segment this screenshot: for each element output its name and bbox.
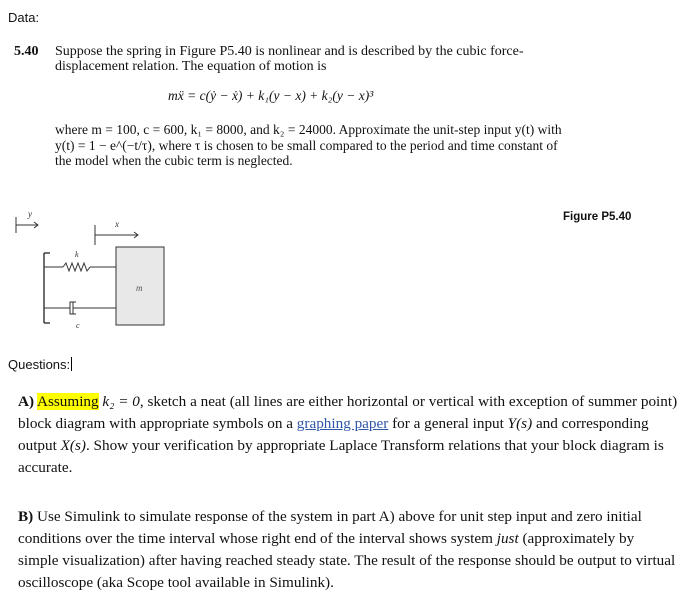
y-displacement-indicator (16, 217, 38, 233)
question-b-text2: (approximately by simple visualization) after having reached steady state. The result of the response should be output to virtual oscilloscope (aka Scope tool available in Simulink). (18, 530, 676, 591)
damper-c (44, 302, 116, 314)
question-a-text2: for a general input (392, 415, 504, 432)
k-label: k (75, 250, 79, 259)
question-a-text4: . Show your verification by appropriate Laplace Transform relations that your block diagram is accurate. (18, 437, 664, 476)
question-b-prefix: B) (18, 508, 34, 525)
just-word: just (496, 530, 519, 547)
equation-of-motion: mẍ = c(ẏ − ẋ) + k₁(y − x) + k₂(y − x)³ (168, 88, 374, 103)
data-label: Data: (8, 10, 40, 25)
x-label: x (115, 219, 119, 229)
output-symbol: X(s) (60, 437, 86, 454)
question-a (18, 391, 678, 479)
problem-intro: Suppose the spring in Figure P5.40 is nonlinear and is described by the cubic force-displacement relation. The equation of motion is (55, 44, 524, 74)
problem-body: where m = 100, c = 600, k₁ = 8000, and k₂ = 24000. Approximate the unit-step input y(t) with y(t) = 1 − e^(−t/τ), where τ is chosen to be small compared to the period and time constant of the model when the cubic term is neglected. (55, 122, 562, 168)
graphing-paper-link[interactable]: graphing paper (296, 415, 389, 432)
question-a-text3: and corresponding output (18, 415, 649, 454)
c-label: c (76, 321, 80, 330)
question-a-text1: , sketch a neat (all lines are either horizontal or vertical with exception of summer point) block diagram with appropriate symbols on a (18, 393, 678, 432)
m-label: m (136, 283, 143, 293)
question-b (18, 506, 678, 594)
highlighted-assuming: Assuming (37, 393, 99, 410)
problem-number: 5.40 (14, 44, 39, 59)
input-symbol: Y(s) (507, 415, 533, 432)
base-support (44, 253, 50, 323)
text-cursor (71, 357, 72, 371)
mass-spring-damper-figure (8, 205, 168, 335)
k2-condition: k₂ = 0 (102, 393, 140, 410)
y-label: y (28, 209, 32, 219)
spring-k (44, 263, 116, 271)
questions-label-text: Questions: (8, 357, 71, 372)
question-a-prefix: A) (18, 393, 35, 410)
questions-label (8, 357, 72, 372)
question-b-text1: Use Simulink to simulate response of the system in part A) above for unit step input and zero initial conditions over the time interval whose right end of the interval shows system (18, 508, 642, 547)
figure-caption: Figure P5.40 (563, 211, 632, 223)
